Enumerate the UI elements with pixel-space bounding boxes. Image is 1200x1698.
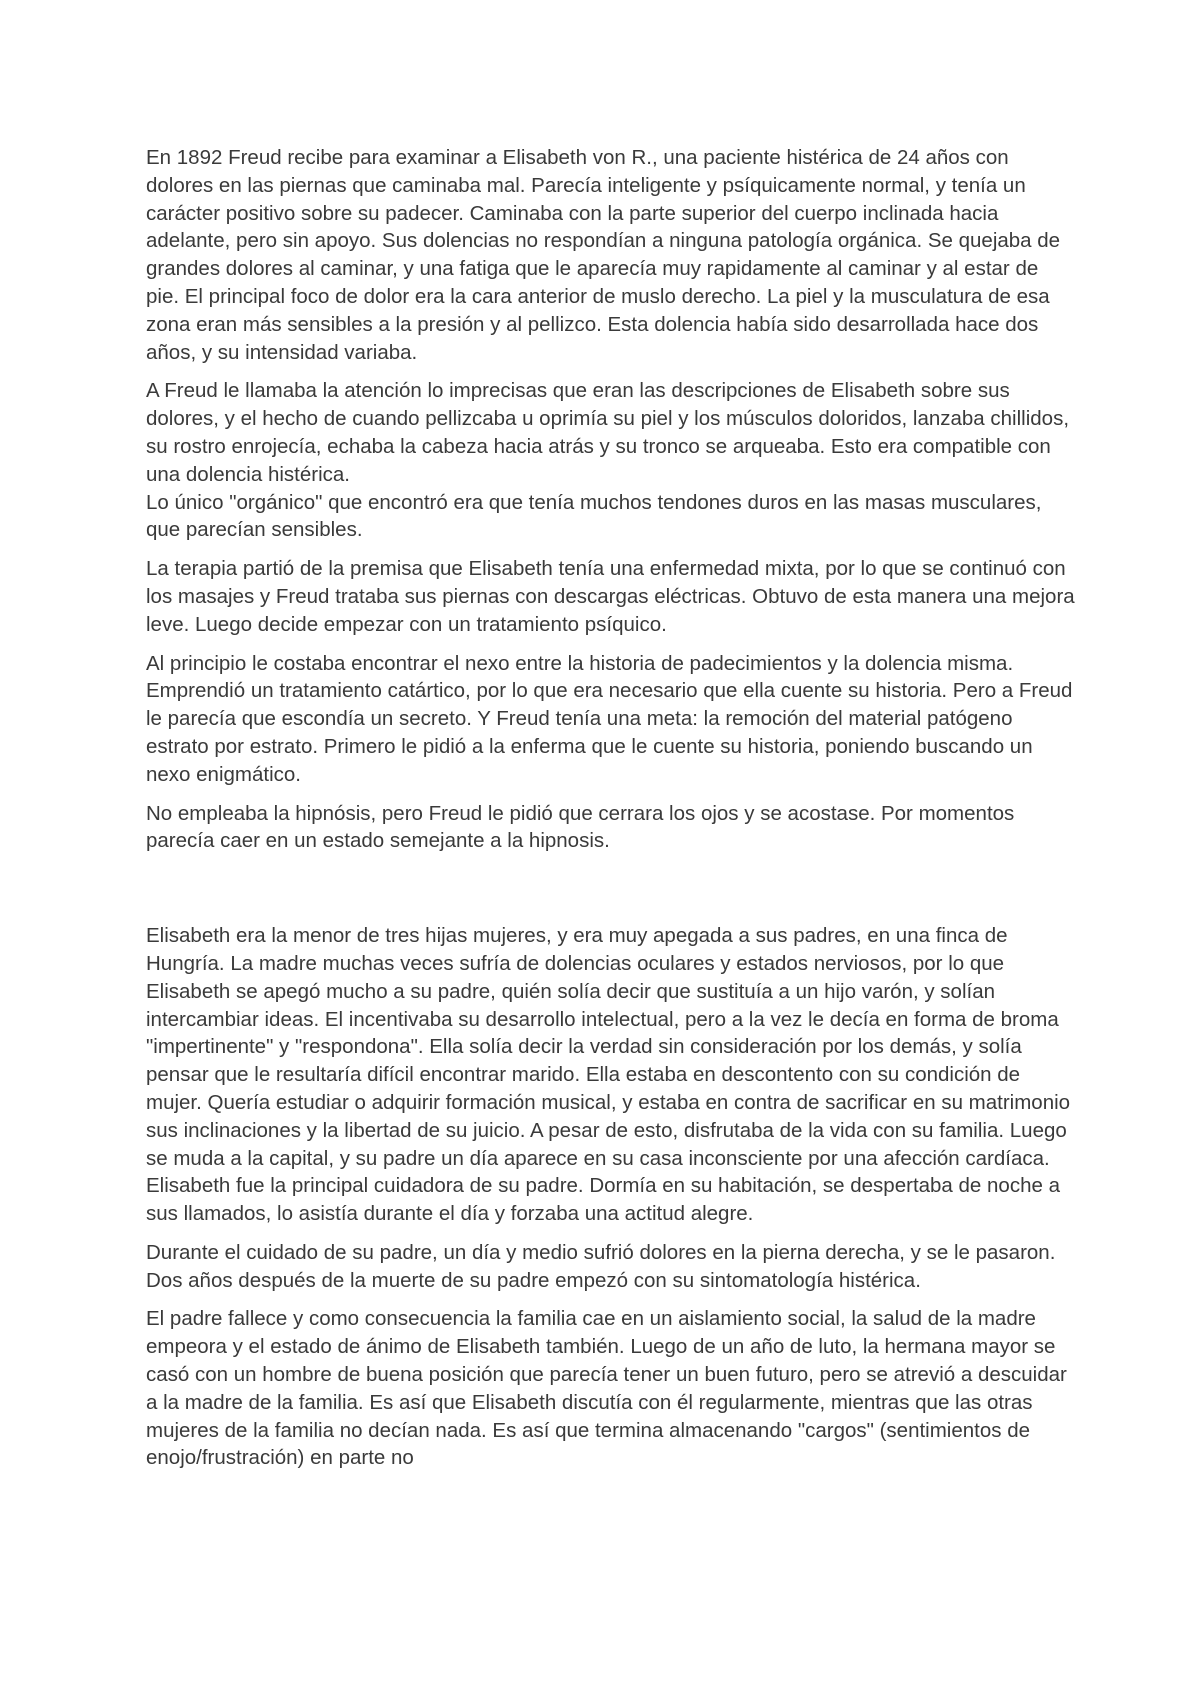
- document-page: [146, 144, 1076, 1483]
- paragraph-7: Durante el cuidado de su padre, un día y medio sufrió dolores en la pierna derecha, y se le pasaron. Dos años después de la muerte de su padre empezó con su sintomatología histérica.: [146, 1240, 1056, 1292]
- paragraph-2: A Freud le llamaba la atención lo imprecisas que eran las descripciones de Elisabeth sobre sus dolores, y el hecho de cuando pellizcaba u oprimía su piel y los músculos doloridos, lanzaba chillidos, su rostro enrojecía, echaba la cabeza hacia atrás y su tronco se arqueaba. Esto era compatible con una dolencia histérica. Lo único "orgánico" que encontró era que tenía muchos tendones duros en las masas musculares, que parecían sensibles.: [146, 379, 1070, 542]
- paragraph-3: La terapia partió de la premisa que Elisabeth tenía una enfermedad mixta, por lo que se continuó con los masajes y Freud trataba sus piernas con descargas eléctricas. Obtuvo de esta manera una mejora leve. Luego decide empezar con un tratamiento psíquico.: [146, 557, 1075, 636]
- paragraph-8: El padre fallece y como consecuencia la familia cae en un aislamiento social, la salud de la madre empeora y el estado de ánimo de Elisabeth también. Luego de un año de luto, la hermana mayor se casó con un hombre de buena posición que parecía tener un buen futuro, pero se atrevió a descuidar a la madre de la familia. Es así que Elisabeth discutía con él regularmente, mientras que las otras mujeres de la familia no decían nada. Es así que termina almacenando "cargos" (sentimientos de enojo/frustración) en parte no: [146, 1307, 1067, 1470]
- paragraph-5: No empleaba la hipnósis, pero Freud le pidió que cerrara los ojos y se acostase. Por momentos parecía caer en un estado semejante a la hipnosis.: [146, 801, 1015, 853]
- section-gap: [146, 866, 1076, 922]
- paragraph-6: Elisabeth era la menor de tres hijas mujeres, y era muy apegada a sus padres, en una finca de Hungría. La madre muchas veces sufría de dolencias oculares y estados nerviosos, por lo que Elisabeth se apegó mucho a su padre, quién solía decir que sustituía a un hijo varón, y solían intercambiar ideas. El incentivaba su desarrollo intelectual, pero a la vez le decía en forma de broma "impertinente" y "respondona". Ella solía decir la verdad sin consideración por los demás, y solía pensar que le resultaría difícil encontrar marido. Ella estaba en descontento con su condición de mujer. Quería estudiar o adquirir formación musical, y estaba en contra de sacrificar en su matrimonio sus inclinaciones y la libertad de su juicio. A pesar de esto, disfrutaba de la vida con su familia. Luego se muda a la capital, y su padre un día aparece en su casa inconsciente por una afección cardíaca. Elisabeth fue la principal cuidadora de su padre. Dormía en su habitación, se despertaba de noche a sus llamados, lo asistía durante el día y forzaba una actitud alegre.: [146, 924, 1071, 1226]
- paragraph-1: En 1892 Freud recibe para examinar a Elisabeth von R., una paciente histérica de 24 años con dolores en las piernas que caminaba mal. Parecía inteligente y psíquicamente normal, y tenía un carácter positivo sobre su padecer. Caminaba con la parte superior del cuerpo inclinada hacia adelante, pero sin apoyo. Sus dolencias no respondían a ninguna patología orgánica. Se quejaba de grandes dolores al caminar, y una fatiga que le aparecía muy rapidamente al caminar y al estar de pie. El principal foco de dolor era la cara anterior de muslo derecho. La piel y la musculatura de esa zona eran más sensibles a la presión y al pellizco. Esta dolencia había sido desarrollada hace dos años, y su intensidad variaba.: [146, 146, 1061, 364]
- paragraph-4: Al principio le costaba encontrar el nexo entre la historia de padecimientos y la dolencia misma. Emprendió un tratamiento catártico, por lo que era necesario que ella cuente su historia. Pero a Freud le parecía que escondía un secreto. Y Freud tenía una meta: la remoción del material patógeno estrato por estrato. Primero le pidió a la enferma que le cuente su historia, poniendo buscando un nexo enigmático.: [146, 651, 1073, 786]
